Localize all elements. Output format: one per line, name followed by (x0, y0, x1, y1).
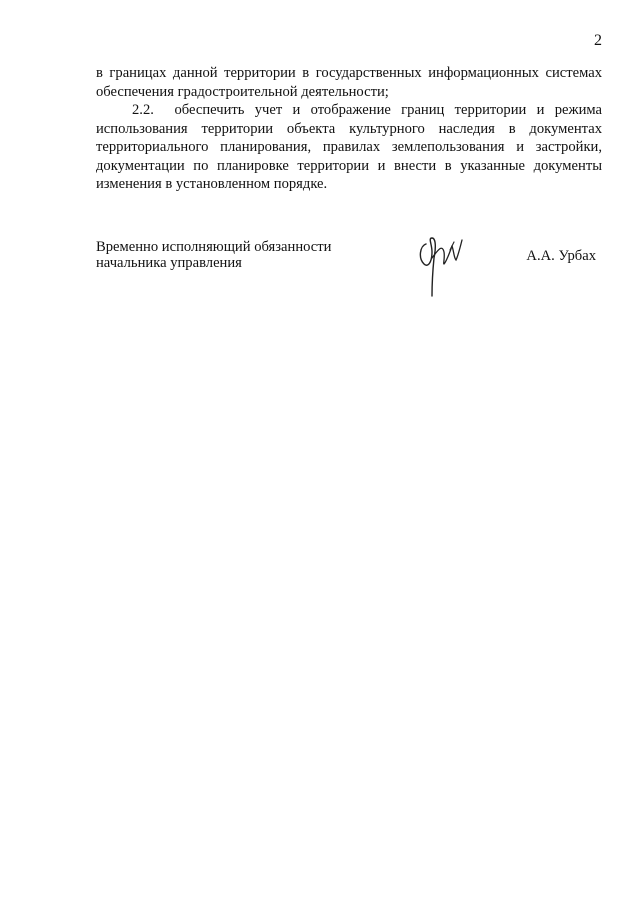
signatory-title (96, 239, 331, 271)
continuation-paragraph: в границах данной территории в государственных информационных системах обеспечения градостроительной деятельности; (96, 65, 602, 100)
item-number: 2.2. (132, 102, 154, 118)
page-number: 2 (594, 32, 602, 49)
signatory-title-line2: начальника управления (96, 255, 242, 271)
document-body (96, 64, 602, 194)
signatory-title-line1: Временно исполняющий обязанности (96, 239, 332, 255)
handwritten-signature-icon (410, 222, 470, 302)
item-paragraph (96, 101, 602, 194)
signatory-name: А.А. Урбах (526, 248, 596, 264)
item-text: обеспечить учет и отображение границ территории и режима использования территории объекта культурного наследия в документах территориального планирования, правилах землепользования и застройки, документации по планировке территории и внести в указанные документы изменения в установленном порядке. (96, 102, 603, 192)
